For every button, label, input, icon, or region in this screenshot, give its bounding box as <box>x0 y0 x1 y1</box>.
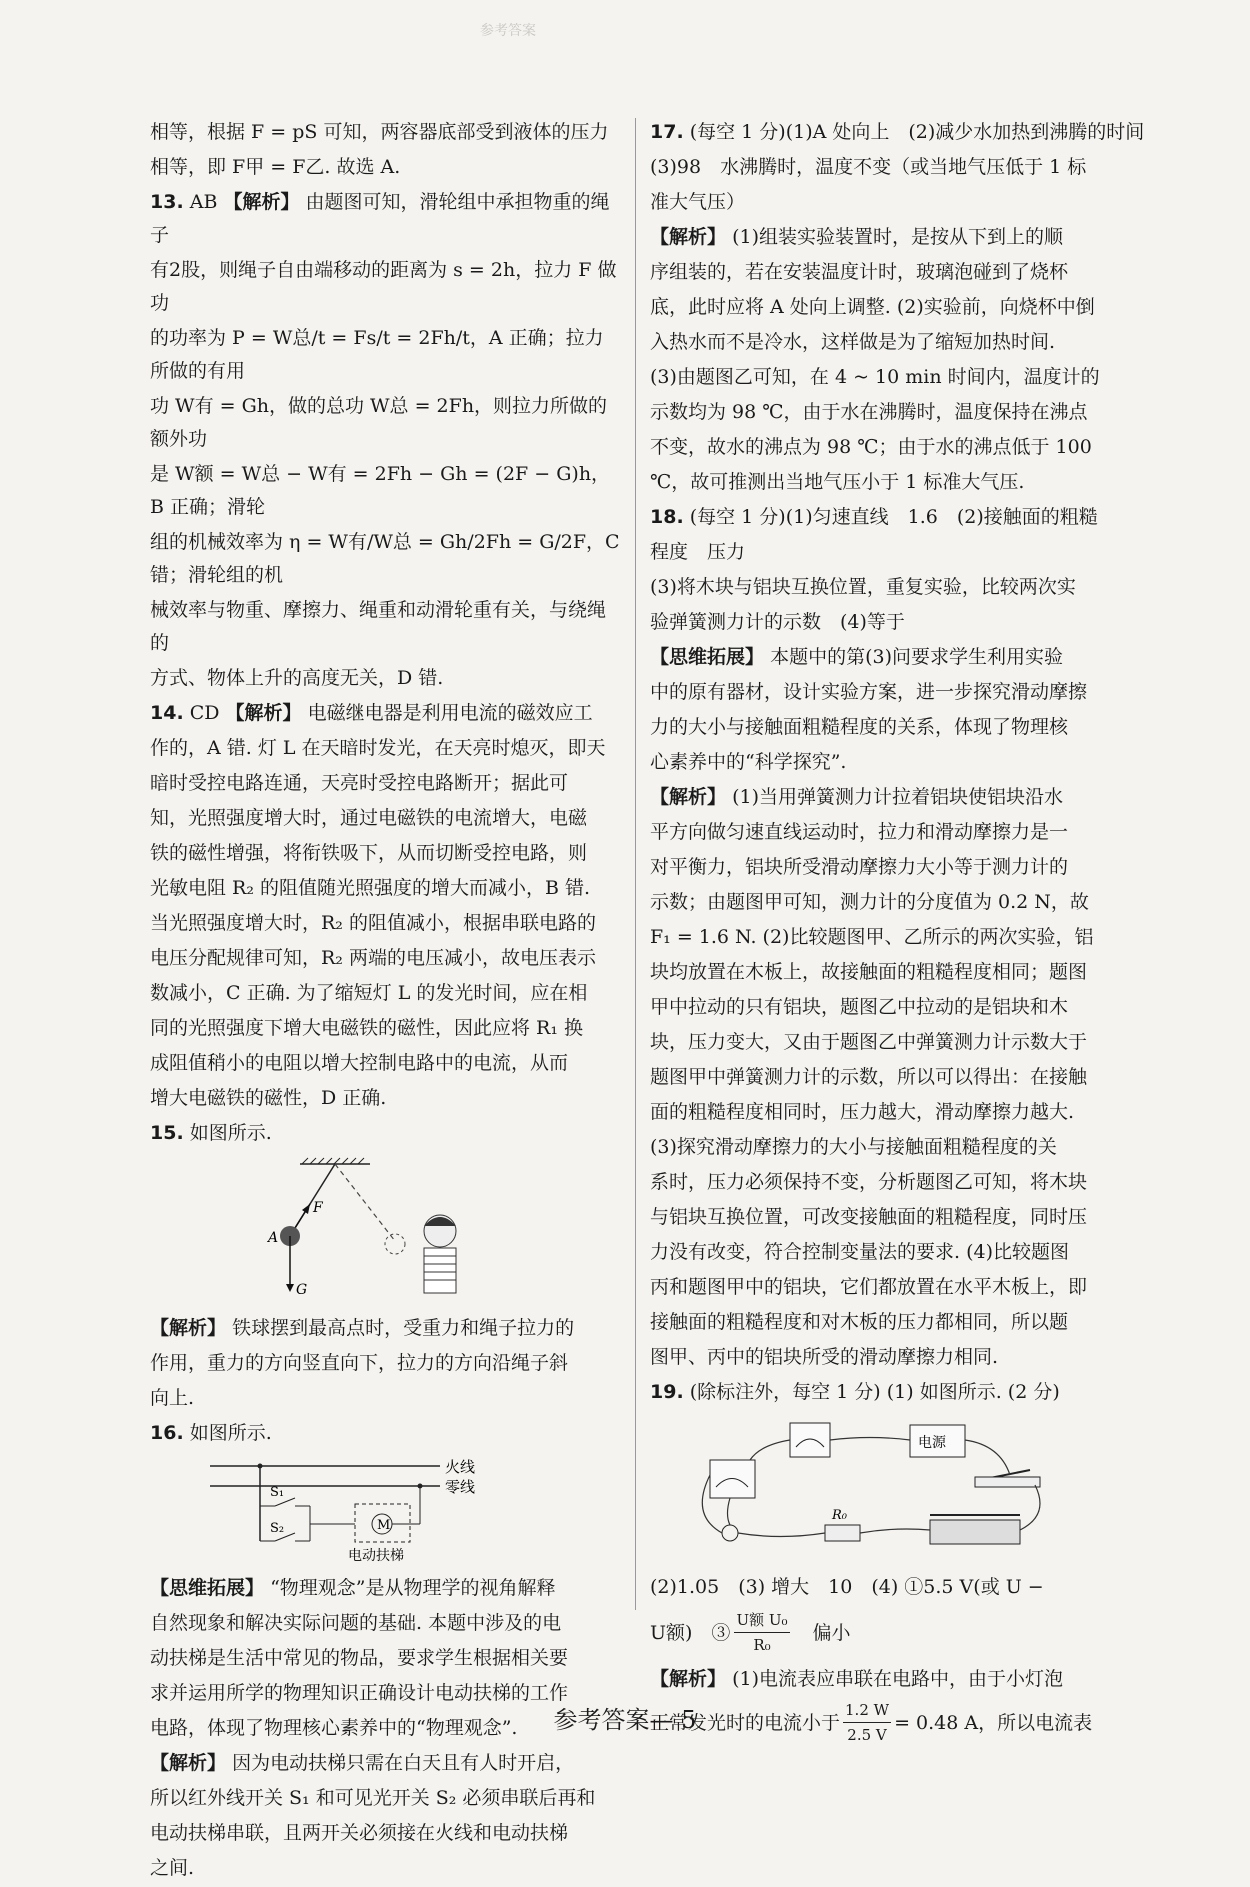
q19-analysis-line-1 <box>650 1663 1150 1696</box>
q13-line-4: 功 W有 = Gh，做的总功 W总 = 2Fh，则拉力所做的额外功 <box>150 395 608 450</box>
q19-line-3-b: 偏小 <box>793 1621 851 1644</box>
q19-line-2: (2)1.05 (3) 增大 10 (4) ①5.5 V(或 U − <box>650 1576 1044 1598</box>
q16-expand-tag: 【思维拓展】 <box>150 1577 265 1599</box>
q17-text: (每空 1 分)(1)A 处向上 (2)减少水加热到沸腾的时间 <box>689 121 1145 143</box>
q15-line-1 <box>150 1117 620 1150</box>
q14-line-6: 光敏电阻 R₂ 的阻值随光照强度的增大而减小，B 错. <box>150 877 591 899</box>
q13-answer: AB <box>189 191 218 213</box>
label-r0: R₀ <box>832 1508 847 1523</box>
q13-line-8: 方式、物体上升的高度无关，D 错. <box>150 667 444 689</box>
q16-expand-line-3: 动扶梯是生活中常见的物品，要求学生根据相关要 <box>150 1647 569 1669</box>
q13-analysis-tag: 【解析】 <box>223 191 300 213</box>
q18-analysis-line-10: 面的粗糙程度相同时，压力越大，滑动摩擦力越大. <box>650 1101 1075 1123</box>
q17-analysis-line-4: 入热水而不是冷水，这样做是为了缩短加热时间. <box>650 331 1056 353</box>
q13-line-1 <box>150 186 620 252</box>
q17-analysis-tag: 【解析】 <box>650 226 727 248</box>
q13-line-6: 组的机械效率为 η = W有/W总 = Gh/2Fh = G/2F，C 错；滑轮组的机 <box>150 531 620 586</box>
q12-tail-1: 相等，根据 F = pS 可知，两容器底部受到液体的压力 <box>150 121 609 143</box>
q15-pendulum-figure <box>150 1156 470 1306</box>
q19-fraction-numerator: U额 U₀ <box>734 1608 789 1633</box>
q18-analysis-line-1 <box>650 781 1150 814</box>
label-a: A <box>268 1230 279 1246</box>
q17-line-2: (3)98 水沸腾时，温度不变（或当地气压低于 1 标 <box>650 156 1087 178</box>
q18-line-1 <box>650 501 1150 534</box>
q19-line-3 <box>650 1608 1150 1657</box>
label-neutral-wire: 零线 <box>445 1478 476 1496</box>
q19-line-1 <box>650 1376 1150 1409</box>
q19-circuit-figure <box>650 1415 1090 1565</box>
q19-text: (除标注外，每空 1 分) (1) 如图所示. (2 分) <box>689 1381 1060 1403</box>
force-f-arrowhead <box>302 1204 310 1214</box>
q18-text: (每空 1 分)(1)匀速直线 1.6 (2)接触面的粗糙 <box>689 506 1098 528</box>
q14-line-7: 当光照强度增大时，R₂ 的阻值减小，根据串联电路的 <box>150 912 596 934</box>
q16-circuit-figure <box>150 1456 510 1566</box>
label-escalator: 电动扶梯 <box>348 1548 404 1564</box>
q14-line-4: 知，光照强度增大时，通过电磁铁的电流增大，电磁 <box>150 807 588 829</box>
q18-expand-tag: 【思维拓展】 <box>650 646 765 668</box>
q14-analysis-tag: 【解析】 <box>225 702 302 724</box>
q14-line-11: 成阻值稍小的电阻以增大控制电路中的电流，从而 <box>150 1052 569 1074</box>
q18-analysis-line-9: 题图甲中弹簧测力计的示数，所以可以得出：在接触 <box>650 1066 1088 1088</box>
q17-analysis-line-5: (3)由题图乙可知，在 4 ~ 10 min 时间内，温度计的 <box>650 366 1100 388</box>
q19-fraction-denominator: R₀ <box>753 1636 771 1654</box>
q16-analysis-line-3: 电动扶梯串联，且两开关必须接在火线和电动扶梯 <box>150 1822 569 1844</box>
right-column <box>650 116 1150 1749</box>
q19-analysis-text: (1)电流表应串联在电路中，由于小灯泡 <box>732 1668 1063 1690</box>
rheostat-icon <box>930 1520 1020 1544</box>
q19-number: 19. <box>650 1381 684 1403</box>
q16-expand-line-1 <box>150 1572 620 1605</box>
q18-expand-line-4: 心素养中的“科学探究”. <box>650 751 847 773</box>
q18-analysis-line-8: 块，压力变大，又由于题图乙中弹簧测力计示数大于 <box>650 1031 1088 1053</box>
q18-expand-line-3: 力的大小与接触面粗糙程度的关系，体现了物理核 <box>650 716 1069 738</box>
q18-analysis-line-11: (3)探究滑动摩擦力的大小与接触面粗糙程度的关 <box>650 1136 1057 1158</box>
q15-analysis-text: 铁球摆到最高点时，受重力和绳子拉力的 <box>232 1317 575 1339</box>
label-s2: S₂ <box>270 1521 285 1536</box>
q14-line-2: 作的，A 错. 灯 L 在天暗时发光，在天亮时熄灭，即天 <box>150 737 606 759</box>
header-faint: 参考答案 <box>480 23 536 39</box>
q14-answer: CD <box>189 702 220 724</box>
q19-current-numerator: 1.2 W <box>843 1698 891 1723</box>
q16-expand-text: “物理观念”是从物理学的视角解释 <box>270 1577 556 1599</box>
q16-analysis-line-2: 所以红外线开关 S₁ 和可见光开关 S₂ 必须串联后再和 <box>150 1787 596 1809</box>
q19-analysis-line-2-b: = 0.48 A，所以电流表 <box>894 1711 1093 1734</box>
q13-line-3: 的功率为 P = W总/t = Fs/t = 2Fh/t，A 正确；拉力所做的有用 <box>150 327 604 382</box>
q18-line-2: 程度 压力 <box>650 541 746 563</box>
q15-number: 15. <box>150 1122 184 1144</box>
q18-expand-line-1 <box>650 641 1150 674</box>
q18-analysis-line-3: 对平衡力，铝块所受滑动摩擦力大小等于测力计的 <box>650 856 1069 878</box>
q13-line-2: 有2股，则绳子自由端移动的距离为 s = 2h，拉力 F 做功 <box>150 259 617 314</box>
q18-analysis-line-17: 图甲、丙中的铝块所受的滑动摩擦力相同. <box>650 1346 999 1368</box>
q16-analysis-text: 因为电动扶梯只需在白天且有人时开启， <box>232 1752 575 1774</box>
q17-line-3: 准大气压） <box>650 191 746 213</box>
label-s1: S₁ <box>270 1485 285 1500</box>
q19-fraction <box>734 1608 789 1657</box>
label-live-wire: 火线 <box>445 1458 476 1476</box>
q19-line-3-a: U额) ③ <box>650 1621 731 1644</box>
q18-line-3: (3)将木块与铝块互换位置，重复实验，比较两次实 <box>650 576 1076 598</box>
q12-tail-2: 相等，即 F甲 = F乙. 故选 A. <box>150 156 401 178</box>
q17-analysis-text: (1)组装实验装置时，是按从下到上的顺 <box>732 226 1063 248</box>
q18-number: 18. <box>650 506 684 528</box>
q14-number: 14. <box>150 702 184 724</box>
q13-line-7: 械效率与物重、摩擦力、绳重和动滑轮重有关，与绕绳的 <box>150 599 607 654</box>
q13-number: 13. <box>150 191 184 213</box>
q17-analysis-line-2: 序组装的，若在安装温度计时，玻璃泡碰到了烧杯 <box>650 261 1069 283</box>
q17-analysis-line-3: 底，此时应将 A 处向上调整. (2)实验前，向烧杯中倒 <box>650 296 1095 318</box>
label-motor: M <box>377 1518 391 1533</box>
ball-dashed <box>385 1234 405 1254</box>
q16-analysis-line-1 <box>150 1747 620 1780</box>
q13-line-5: 是 W额 = W总 − W有 = 2Fh − Gh = (2F − G)h，B 正确；滑轮 <box>150 463 611 518</box>
q18-analysis-line-15: 丙和题图甲中的铝块，它们都放置在水平木板上，即 <box>650 1276 1088 1298</box>
q16-number: 16. <box>150 1422 184 1444</box>
q15-text: 如图所示. <box>189 1122 272 1144</box>
boy-illustration-icon <box>424 1215 456 1293</box>
q17-analysis-line-6: 示数均为 98 ℃，由于水在沸腾时，温度保持在沸点 <box>650 401 1088 423</box>
q18-analysis-line-16: 接触面的粗糙程度和对木板的压力都相同，所以题 <box>650 1311 1069 1333</box>
q14-line-10: 同的光照强度下增大电磁铁的磁性，因此应将 R₁ 换 <box>150 1017 584 1039</box>
q18-analysis-text: (1)当用弹簧测力计拉着铝块使铝块沿水 <box>732 786 1063 808</box>
q17-analysis-line-1 <box>650 221 1150 254</box>
q16-expand-line-2: 自然现象和解决实际问题的基础. 本题中涉及的电 <box>150 1612 562 1634</box>
column-divider <box>635 118 636 1610</box>
q18-analysis-line-13: 与铝块互换位置，可改变接触面的粗糙程度，同时压 <box>650 1206 1088 1228</box>
q14-line-9: 数减小，C 正确. 为了缩短灯 L 的发光时间，应在相 <box>150 982 588 1004</box>
q16-expand-line-4: 求并运用所学的物理知识正确设计电动扶梯的工作 <box>150 1682 569 1704</box>
q16-line-1 <box>150 1417 620 1450</box>
ceiling-hatch <box>302 1158 364 1164</box>
q18-expand-line-2: 中的原有器材，设计实验方案，进一步探究滑动摩擦 <box>650 681 1088 703</box>
q14-line-5: 铁的磁性增强，将衔铁吸下，从而切断受控电路，则 <box>150 842 588 864</box>
q17-analysis-line-7: 不变，故水的沸点为 98 ℃；由于水的沸点低于 100 <box>650 436 1092 458</box>
q18-analysis-line-6: 块均放置在木板上，故接触面的粗糙程度相同；题图 <box>650 961 1088 983</box>
q13-text: 由题图可知，滑轮组中承担物重的绳子 <box>150 191 610 246</box>
q16-text: 如图所示. <box>189 1422 272 1444</box>
gravity-arrowhead <box>286 1284 294 1292</box>
rope-dashed <box>335 1164 395 1241</box>
q19-analysis-tag: 【解析】 <box>650 1668 727 1690</box>
q18-analysis-line-12: 系时，压力必须保持不变，分析题图乙可知，将木块 <box>650 1171 1088 1193</box>
q16-analysis-line-4: 之间. <box>150 1857 195 1879</box>
q16-analysis-tag: 【解析】 <box>150 1752 227 1774</box>
q14-line-1 <box>150 697 620 730</box>
q14-line-3: 暗时受控电路连通，天亮时受控电路断开；据此可 <box>150 772 569 794</box>
q19-current-denominator: 2.5 V <box>847 1726 887 1744</box>
q18-line-4: 验弹簧测力计的示数 (4)等于 <box>650 611 905 633</box>
q14-line-12: 增大电磁铁的磁性，D 正确. <box>150 1087 387 1109</box>
q16-expand-line-5: 电路，体现了物理核心素养中的“物理观念”. <box>150 1717 518 1739</box>
q18-expand-text: 本题中的第(3)问要求学生利用实验 <box>770 646 1063 668</box>
q14-line-8: 电压分配规律可知，R₂ 两端的电压减小，故电压表示 <box>150 947 596 969</box>
q18-analysis-tag: 【解析】 <box>650 786 727 808</box>
q18-analysis-line-7: 甲中拉动的只有铝块，题图乙中拉动的是铝块和木 <box>650 996 1069 1018</box>
left-column <box>150 116 620 1887</box>
label-f: F <box>313 1200 323 1216</box>
q17-analysis-line-8: ℃，故可推测出当地气压小于 1 标准大气压. <box>650 471 1025 493</box>
ammeter-icon <box>790 1423 830 1457</box>
bulb-icon <box>722 1525 738 1541</box>
label-power-source: 电源 <box>918 1435 946 1451</box>
q17-number: 17. <box>650 121 684 143</box>
q18-analysis-line-5: F₁ = 1.6 N. (2)比较题图甲、乙所示的两次实验，铝 <box>650 926 1094 948</box>
q14-text: 电磁继电器是利用电流的磁效应工 <box>307 702 593 724</box>
q15-analysis-tag: 【解析】 <box>150 1317 227 1339</box>
resistor-r0-icon <box>825 1525 860 1541</box>
q19-analysis-line-2-a: 正常发光时的电流小于 <box>650 1711 841 1734</box>
q17-line-1 <box>650 116 1150 149</box>
label-g: G <box>296 1282 308 1298</box>
q18-analysis-line-14: 力没有改变，符合控制变量法的要求. (4)比较题图 <box>650 1241 1069 1263</box>
q15-analysis-line-1 <box>150 1312 620 1345</box>
q18-analysis-line-2: 平方向做匀速直线运动时，拉力和滑动摩擦力是一 <box>650 821 1069 843</box>
page-footer: 参考答案— 5 <box>553 1706 697 1734</box>
q18-analysis-line-4: 示数；由题图甲可知，测力计的分度值为 0.2 N，故 <box>650 891 1089 913</box>
q15-analysis-line-2: 作用，重力的方向竖直向下，拉力的方向沿绳子斜 <box>150 1352 569 1374</box>
q15-analysis-line-3: 向上. <box>150 1387 195 1409</box>
